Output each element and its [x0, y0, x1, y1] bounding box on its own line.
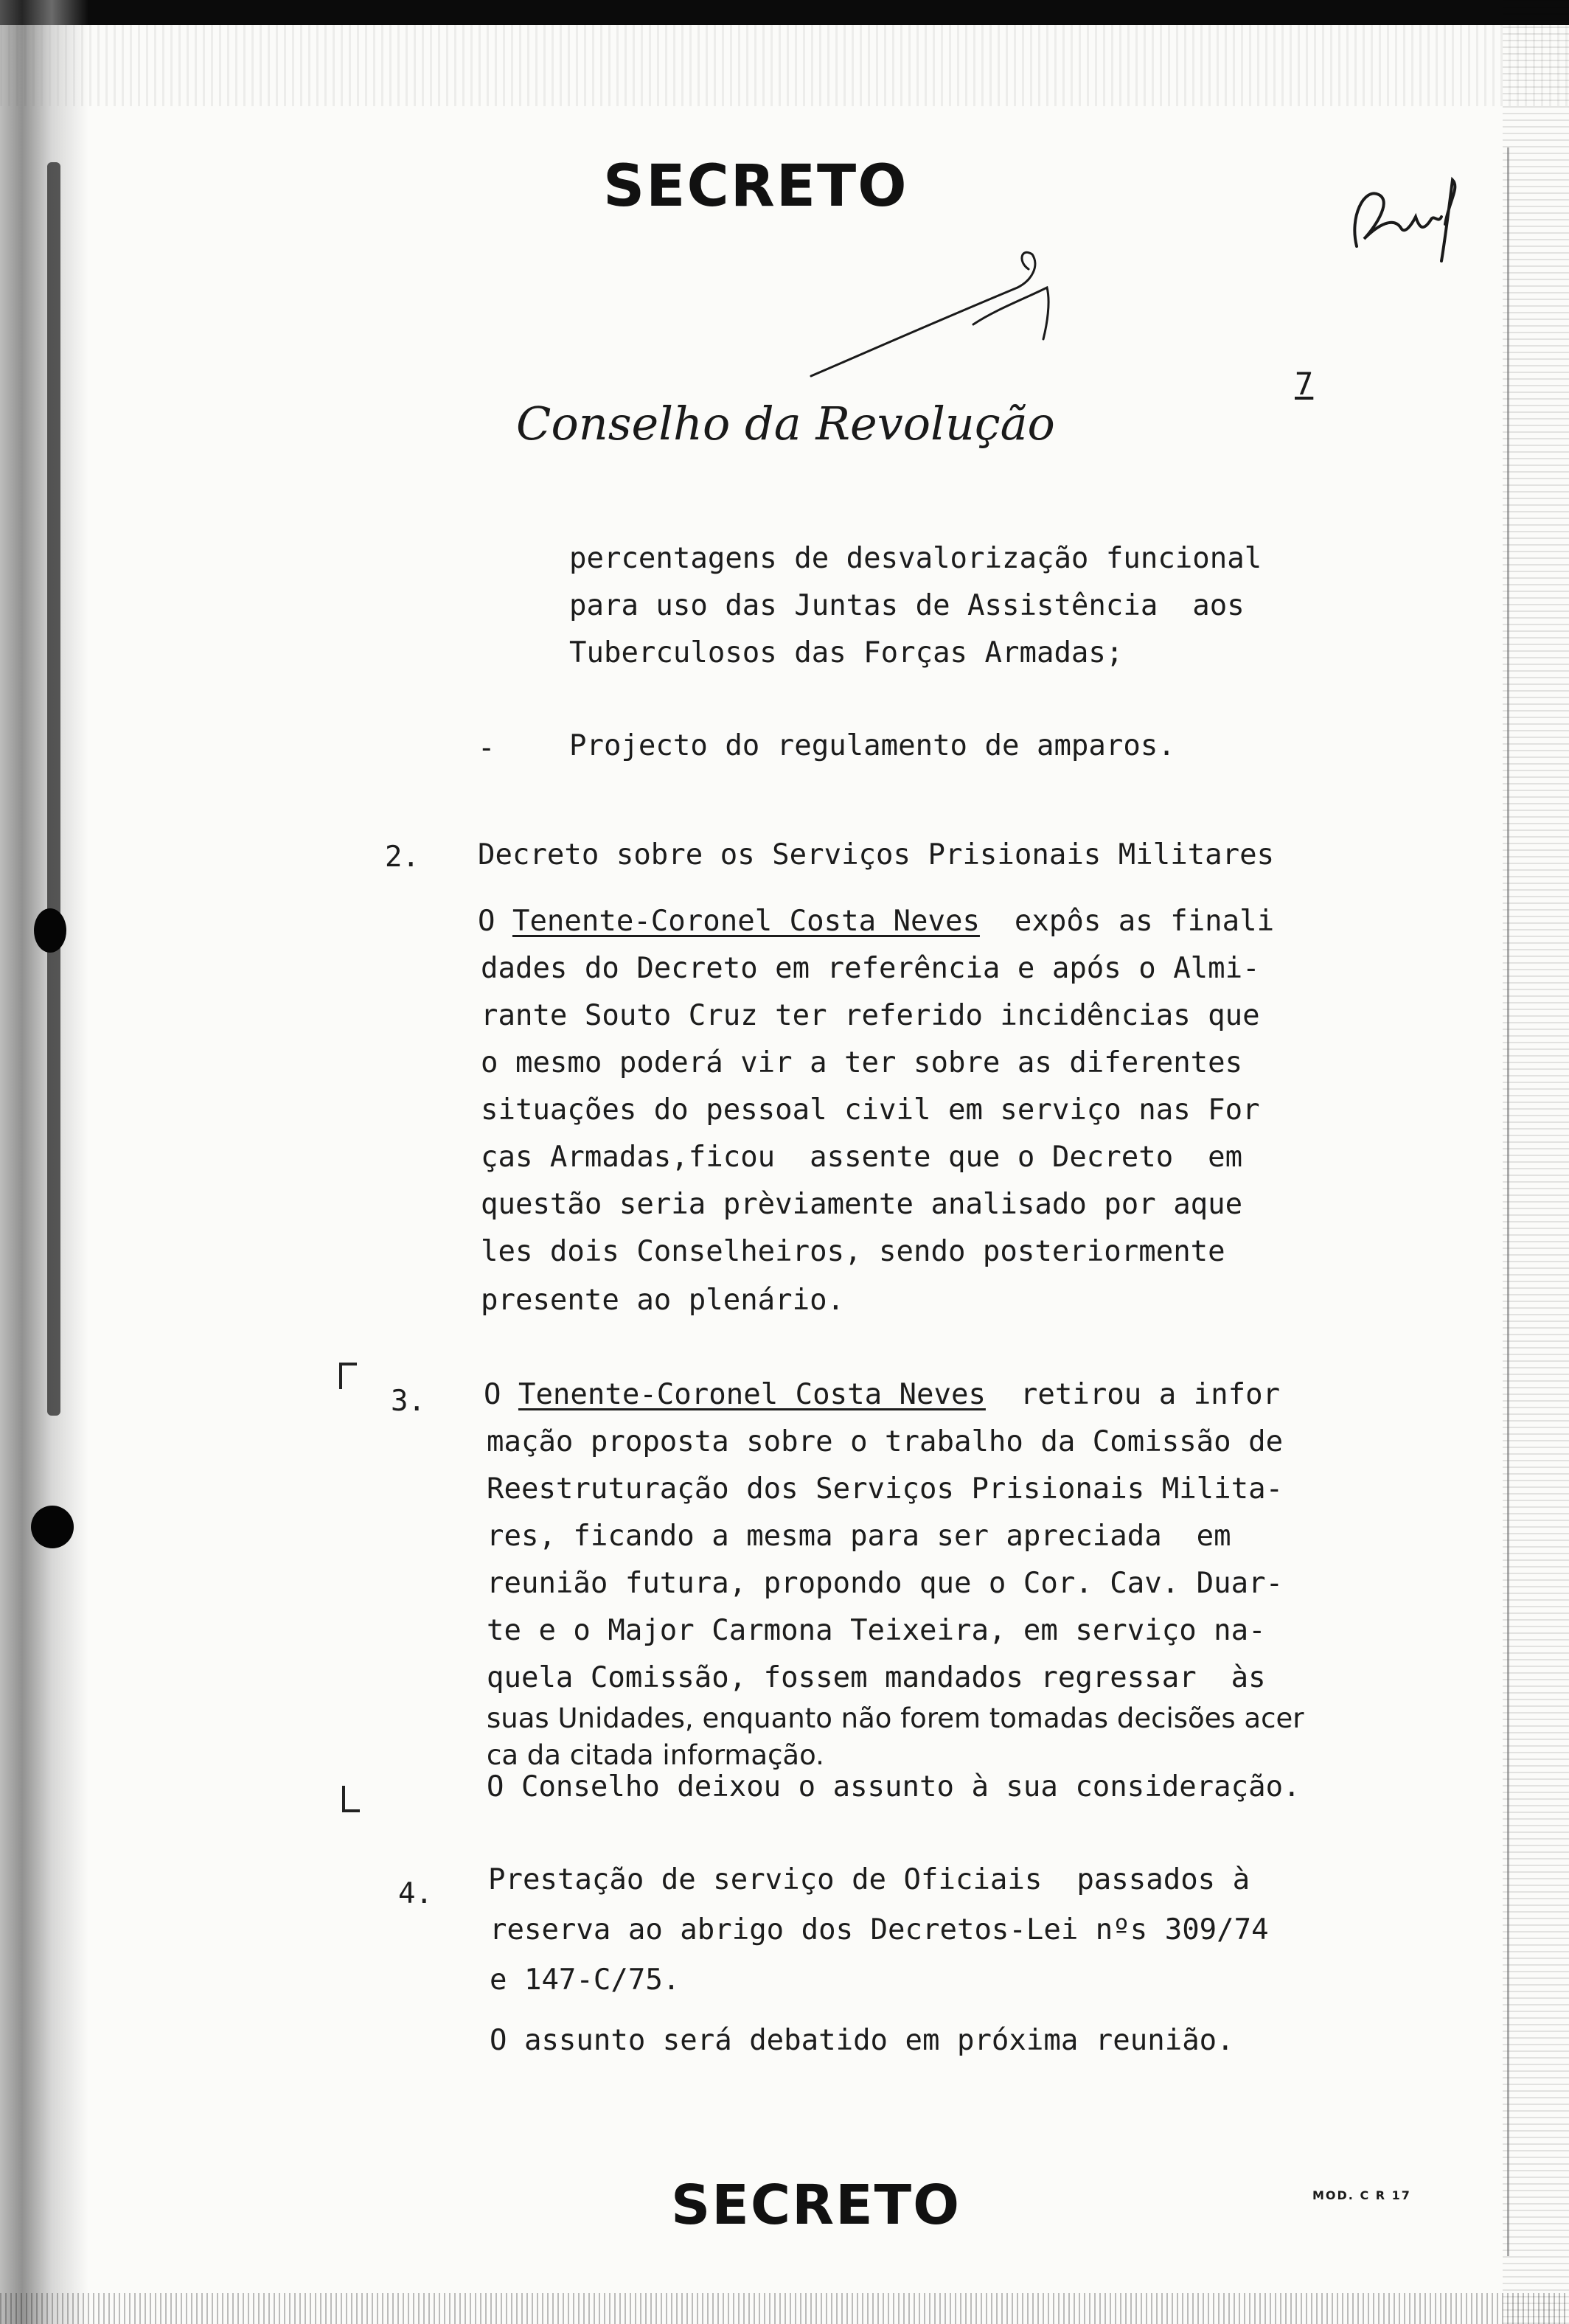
scan-right-edge: [1503, 0, 1569, 2324]
bullet-dash: -: [478, 731, 495, 765]
body-line: Prestação de serviço de Oficiais passados à: [488, 1863, 1250, 1896]
punch-hole-lower: [31, 1506, 74, 1548]
scan-top-border: [0, 0, 1569, 25]
body-line: para uso das Juntas de Assistência aos: [569, 589, 1245, 622]
body-line: [484, 1380, 1280, 1409]
page-number: 7: [1295, 366, 1314, 402]
punch-hole-upper: [34, 908, 66, 953]
handwritten-signature: [796, 236, 1076, 391]
body-line: dades do Decreto em referência e após o Almi-: [481, 952, 1260, 985]
conclusion-line: O Conselho deixou o assunto à sua consideração.: [487, 1770, 1301, 1803]
officer-name: Tenente-Coronel Costa Neves: [512, 905, 980, 938]
margin-bracket-bottom: [341, 1784, 363, 1814]
body-line: situações do pessoal civil em serviço nas For: [481, 1093, 1260, 1127]
line-prefix: O: [478, 905, 512, 938]
body-line: quela Comissão, fossem mandados regressar às: [487, 1661, 1266, 1694]
body-line: Tuberculosos das Forças Armadas;: [569, 636, 1124, 669]
body-line: Reestruturação dos Serviços Prisionais Milita-: [487, 1472, 1284, 1506]
body-line: [478, 907, 1274, 936]
conclusion-line: O assunto será debatido em próxima reunião.: [490, 2024, 1234, 2057]
body-line: te e o Major Carmona Teixeira, em serviço na-: [487, 1614, 1266, 1647]
body-line: e 147-C/75.: [490, 1963, 681, 1997]
body-line: o mesmo poderá vir a ter sobre as diferentes: [481, 1046, 1243, 1079]
classification-stamp-top: SECRETO: [603, 153, 908, 220]
item-number: 4.: [398, 1877, 433, 1910]
body-line: les dois Conselheiros, sendo posteriormente: [481, 1235, 1225, 1268]
line-suffix: retirou a infor: [985, 1378, 1281, 1411]
body-line: suas Unidades, enquanto não forem tomadas decisões acer: [487, 1702, 1304, 1734]
scan-left-edge: [0, 0, 88, 2324]
item-number: 3.: [391, 1385, 425, 1418]
form-code: MOD. C R 17: [1312, 2188, 1411, 2202]
body-line: reserva ao abrigo dos Decretos-Lei nºs 309/74: [490, 1913, 1269, 1946]
body-line: ças Armadas,ficou assente que o Decreto em: [481, 1141, 1243, 1174]
scan-left-strip: [47, 162, 60, 1416]
scan-bottom-noise: [0, 2293, 1569, 2324]
handwritten-initials: [1342, 173, 1467, 268]
body-line: rante Souto Cruz ter referido incidências que: [481, 999, 1260, 1032]
line-prefix: O: [484, 1378, 518, 1411]
body-line: ca da citada informação.: [487, 1739, 824, 1771]
item-title: Decreto sobre os Serviços Prisionais Militares: [478, 838, 1275, 872]
body-line: presente ao plenário.: [481, 1284, 845, 1317]
margin-bracket-top: [338, 1361, 360, 1391]
body-line: questão seria prèviamente analisado por aque: [481, 1188, 1243, 1221]
classification-stamp-bottom: SECRETO: [671, 2174, 961, 2237]
council-letterhead: Conselho da Revolução: [516, 397, 1055, 450]
scan-right-line: [1507, 147, 1509, 2256]
body-line: percentagens de desvalorização funcional: [569, 542, 1262, 575]
bullet-text: Projecto do regulamento de amparos.: [569, 729, 1175, 762]
scan-top-noise: [0, 25, 1569, 106]
line-suffix: expôs as finali: [979, 905, 1275, 938]
body-line: res, ficando a mesma para ser apreciada em: [487, 1520, 1231, 1553]
body-line: reunião futura, propondo que o Cor. Cav. Duar-: [487, 1567, 1284, 1600]
body-line: mação proposta sobre o trabalho da Comissão de: [487, 1425, 1284, 1458]
item-number: 2.: [385, 841, 420, 874]
officer-name: Tenente-Coronel Costa Neves: [518, 1378, 986, 1411]
